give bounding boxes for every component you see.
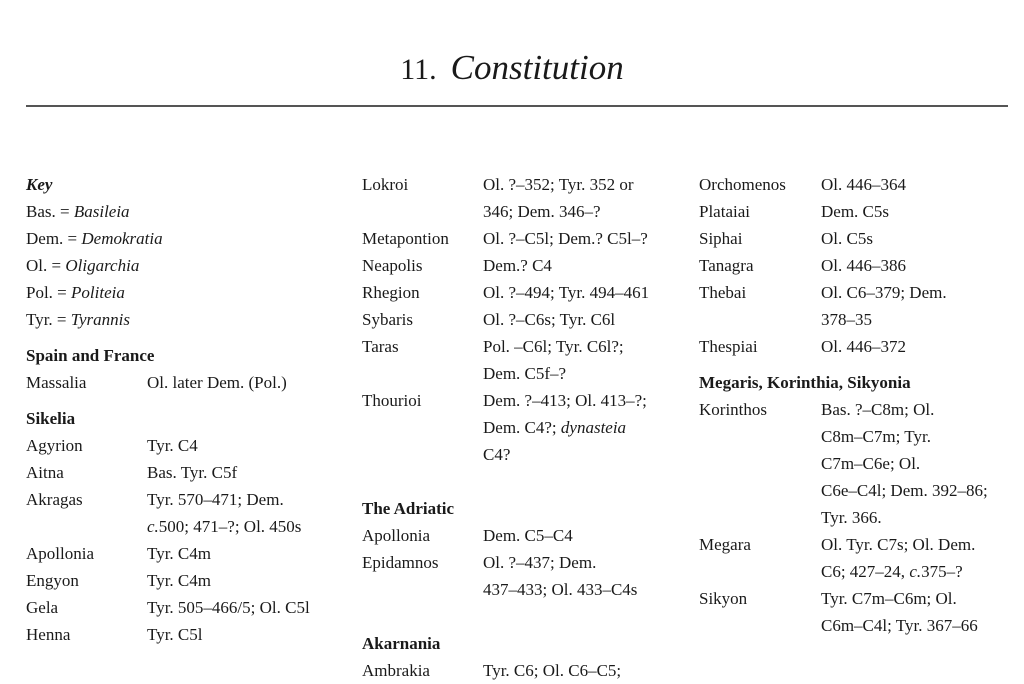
place-name: Thourioi [362, 391, 422, 410]
table-row [699, 171, 1019, 198]
constitution-value: Ol. 446–386 [821, 256, 906, 275]
table-row [699, 396, 1019, 531]
key-term: Oligarchia [65, 256, 140, 275]
place-name: Aitna [26, 463, 64, 482]
constitution-value: Ol. 446–364 [821, 175, 906, 194]
place-name: Rhegion [362, 283, 420, 302]
place-name: Sybaris [362, 310, 413, 329]
place-name: Apollonia [362, 526, 430, 545]
place-name: Taras [362, 337, 399, 356]
section-heading-akarnania: Akarnania [362, 634, 441, 653]
constitution-value: Tyr. C4 [147, 436, 198, 455]
key-term: Politeia [71, 283, 125, 302]
constitution-value: Ol. ?–494; Tyr. 494–461 [483, 283, 650, 302]
table-row [26, 369, 346, 396]
constitution-value: Ol. later Dem. (Pol.) [147, 373, 287, 392]
constitution-value: Tyr. C5l [147, 625, 203, 644]
constitution-value: Tyr. C4m [147, 571, 211, 590]
section-heading-spain-france: Spain and France [26, 346, 155, 365]
constitution-value: Ol. ?–352; Tyr. 352 or 346; Dem. 346–? [483, 175, 634, 221]
key-term: Tyrannis [70, 310, 130, 329]
table-row [362, 225, 682, 252]
table-row [26, 621, 346, 648]
column-3 [699, 171, 1019, 639]
value-part: 375–? [921, 562, 963, 581]
place-name: Epidamnos [362, 553, 439, 572]
constitution-value [821, 531, 1019, 585]
table-row [26, 540, 346, 567]
column-2 [362, 171, 682, 684]
place-name: Lokroi [362, 175, 409, 194]
place-name: Henna [26, 625, 71, 644]
section-heading-sikelia: Sikelia [26, 409, 76, 428]
key-item [26, 306, 346, 333]
table-row [26, 432, 346, 459]
page-title [0, 46, 1024, 92]
table-row [699, 225, 1019, 252]
value-part: Tyr. 570–471; Dem. [147, 490, 284, 509]
constitution-value: Dem.? C4 [483, 256, 552, 275]
key-abbr: Bas. = [26, 202, 74, 221]
place-name: Neapolis [362, 256, 423, 275]
section-heading-megaris: Megaris, Korinthia, Sikyonia [699, 373, 911, 392]
constitution-value: Tyr. 505–466/5; Ol. C5l [147, 598, 310, 617]
constitution-value: Ol. ?–C6s; Tyr. C6l [483, 310, 616, 329]
constitution-value: Tyr. C7m–C6m; Ol. C6m–C4l; Tyr. 367–66 [821, 589, 978, 635]
value-italic: c. [909, 562, 922, 581]
place-name: Apollonia [26, 544, 94, 563]
table-row [362, 333, 682, 387]
table-row [699, 279, 1019, 333]
place-name: Korinthos [699, 400, 767, 419]
title-rule [26, 105, 1008, 107]
key-abbr: Ol. = [26, 256, 66, 275]
value-italic: c. [147, 517, 159, 536]
key-item [26, 279, 346, 306]
place-name: Akragas [26, 490, 83, 509]
constitution-value: Bas. ?–C8m; Ol. C8m–C7m; Tyr. C7m–C6e; Ol. C6e–C4l; Dem. 392–86; Tyr. 366. [821, 400, 988, 527]
table-row [362, 171, 682, 225]
place-name: Gela [26, 598, 59, 617]
constitution-value: Bas. Tyr. C5f [147, 463, 238, 482]
key-item [26, 252, 346, 279]
value-part: Dem. ?–413; Ol. 413–?; Dem. C4?; [483, 391, 647, 437]
place-name: Massalia [26, 373, 87, 392]
key-term: Basileia [73, 202, 130, 221]
place-name: Thebai [699, 283, 747, 302]
table-row [26, 486, 346, 540]
table-row [699, 531, 1019, 585]
place-name: Sikyon [699, 589, 748, 608]
constitution-value: Tyr. C6; Ol. C6–C5; [483, 661, 622, 680]
place-name: Ambrakia [362, 661, 430, 680]
constitution-value: Tyr. C4m [147, 544, 211, 563]
table-row [362, 387, 682, 468]
table-row [362, 522, 682, 549]
table-row [362, 549, 682, 603]
table-row [362, 252, 682, 279]
table-row [699, 198, 1019, 225]
section-heading-adriatic: The Adriatic [362, 499, 455, 518]
key-term: Demokratia [81, 229, 163, 248]
constitution-value [147, 486, 346, 540]
constitution-value: Dem. C5s [821, 202, 889, 221]
constitution-value [483, 387, 682, 468]
constitution-value: Ol. ?–C5l; Dem.? C5l–? [483, 229, 648, 248]
table-row [362, 657, 682, 684]
value-part: C4? [483, 445, 511, 464]
constitution-value: Ol. 446–372 [821, 337, 906, 356]
value-part: Ol. Tyr. C7s; Ol. Dem. C6; 427–24, [821, 535, 976, 581]
place-name: Thespiai [699, 337, 758, 356]
key-abbr: Dem. = [26, 229, 82, 248]
place-name: Tanagra [699, 256, 754, 275]
place-name: Plataiai [699, 202, 750, 221]
place-name: Megara [699, 535, 751, 554]
table-row [699, 252, 1019, 279]
constitution-value: Dem. C5–C4 [483, 526, 573, 545]
key-abbr: Tyr. = [26, 310, 71, 329]
table-row [699, 585, 1019, 639]
constitution-value: Pol. –C6l; Tyr. C6l?; Dem. C5f–? [483, 337, 624, 383]
table-row [26, 459, 346, 486]
constitution-value: Ol. C6–379; Dem. 378–35 [821, 283, 947, 329]
chapter-number: 11. [400, 53, 437, 86]
place-name: Orchomenos [699, 175, 786, 194]
table-row [26, 594, 346, 621]
place-name: Siphai [699, 229, 743, 248]
key-item [26, 198, 346, 225]
value-italic: dynasteia [560, 418, 627, 437]
table-row [26, 567, 346, 594]
key-abbr: Pol. = [26, 283, 72, 302]
table-row [699, 333, 1019, 360]
column-1 [26, 171, 346, 648]
value-part: 500; 471–?; Ol. 450s [158, 517, 302, 536]
table-row [362, 306, 682, 333]
key-heading: Key [26, 175, 53, 194]
place-name: Engyon [26, 571, 79, 590]
constitution-value: Ol. C5s [821, 229, 873, 248]
chapter-title: Constitution [450, 48, 624, 87]
table-row [362, 279, 682, 306]
place-name: Agyrion [26, 436, 83, 455]
constitution-value: Ol. ?–437; Dem. 437–433; Ol. 433–C4s [483, 553, 638, 599]
key-item [26, 225, 346, 252]
place-name: Metapontion [362, 229, 449, 248]
